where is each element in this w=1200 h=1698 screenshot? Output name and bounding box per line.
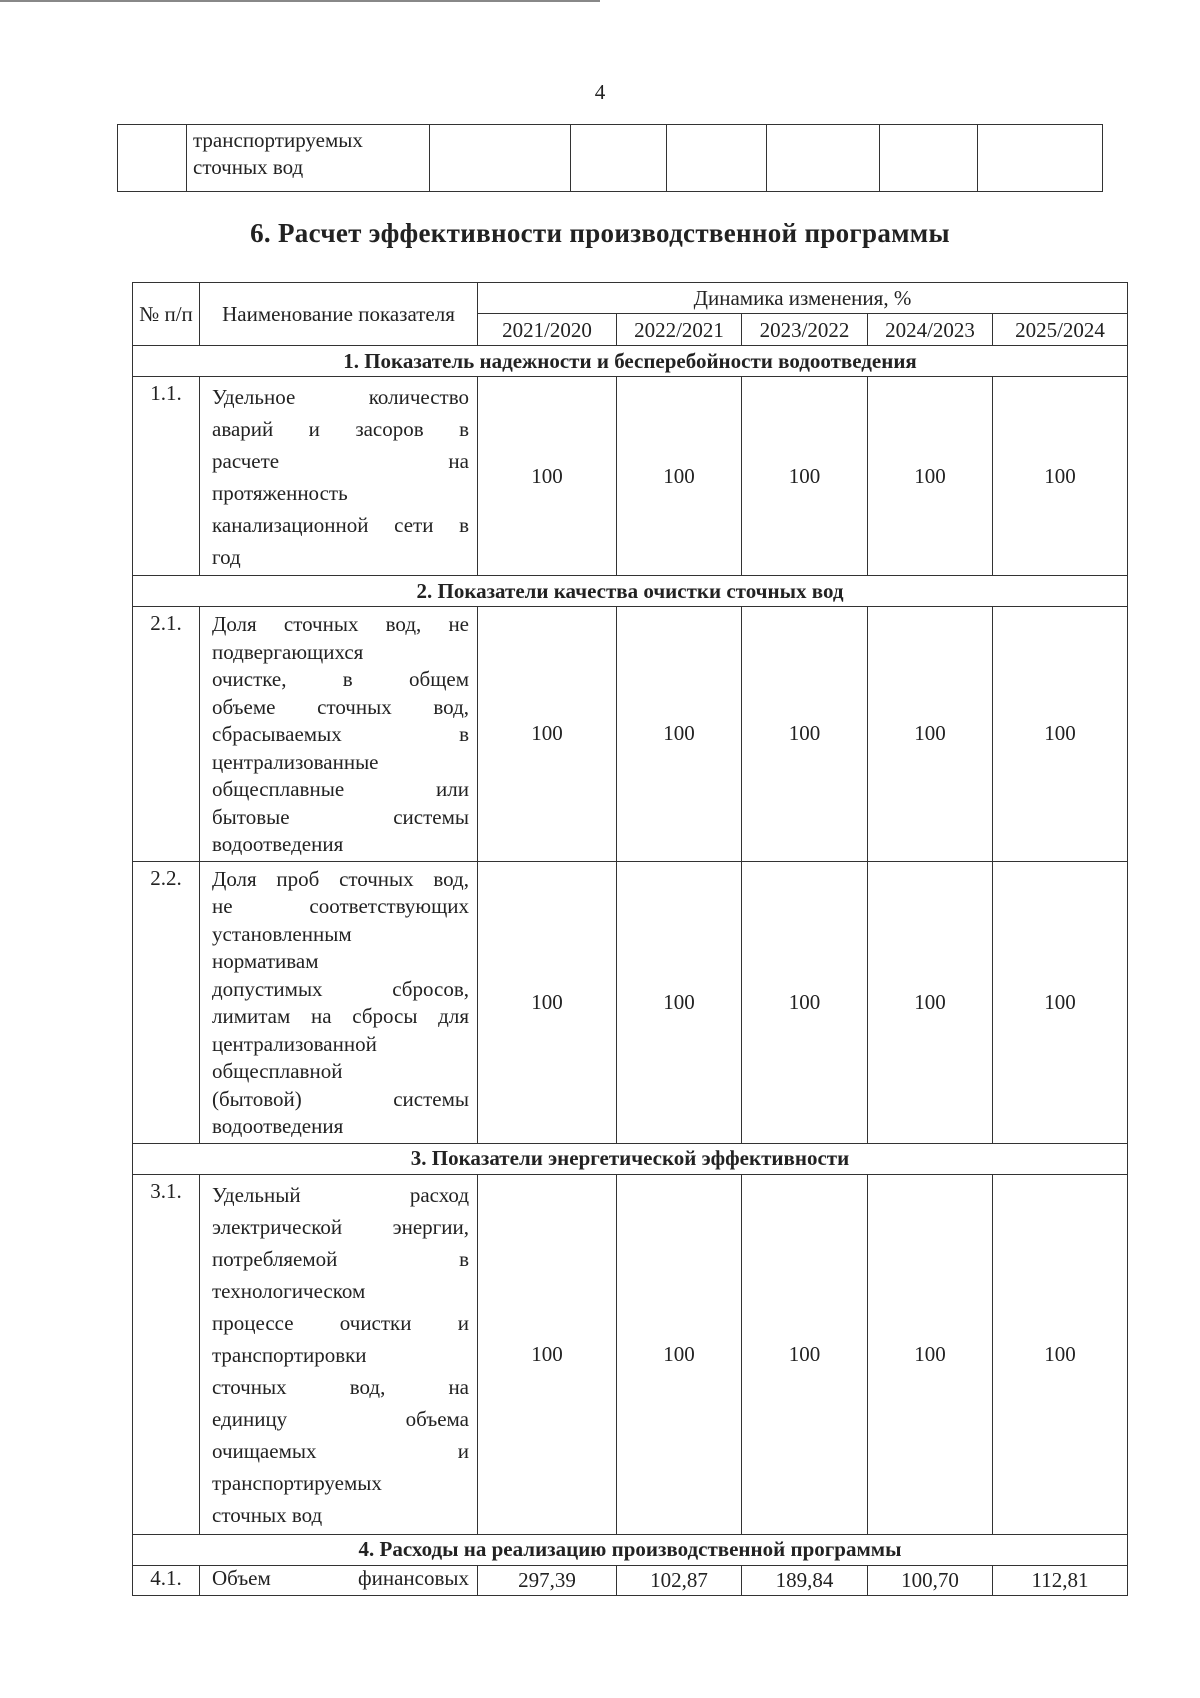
header-period: 2023/2022 [742,314,868,346]
group-title: 2. Показатели качества очистки сточных вод [133,576,1128,607]
row-number: 2.2. [133,861,200,1143]
row-name-line: год [212,545,241,569]
value-cell: 100 [617,861,742,1143]
table-cell [430,125,571,192]
value-cell: 100,70 [868,1565,993,1595]
row-name-line: Объем финансовых [212,1565,469,1590]
table-row [133,377,1128,576]
value-cell: 100 [868,861,993,1143]
header-name: Наименование показателя [200,283,478,346]
table-cell [571,125,667,192]
group-title: 3. Показатели энергетической эффективности [133,1143,1128,1174]
value-cell: 100 [478,377,617,576]
section-title: 6. Расчет эффективности производственной программы [250,218,950,248]
table-row [133,1174,1128,1534]
row-name-line: (бытовой) системы [212,1086,469,1111]
row-name-line: транспортируемых [212,1470,382,1495]
row-name-line: общесплавные или [212,777,469,801]
table-row [118,125,1103,192]
row-name-line: расчете на [212,449,469,473]
row-name-line: нормативам [212,949,319,973]
group-title: 4. Расходы на реализацию производственной программы [133,1534,1128,1565]
header-period: 2021/2020 [478,314,617,346]
group-row [133,1534,1128,1565]
row-number: 3.1. [133,1174,200,1534]
row-name-line: водоотведения [212,1114,344,1138]
row-name-line: протяженность [212,481,348,505]
row-name [200,607,478,862]
row-name-line: централизованной [212,1031,377,1056]
table-cell [118,125,187,192]
row-name-line: подвергающихся [212,639,364,664]
value-cell: 100 [993,377,1128,576]
cell-text-line: сточных вод [193,155,304,179]
row-name-line: Доля сточных вод, не [212,612,469,636]
value-cell: 100 [617,1174,742,1534]
row-name-line: бытовые системы [212,804,469,829]
row-name [200,1565,478,1595]
value-cell: 100 [617,377,742,576]
continued-table [117,124,1103,192]
group-row [133,346,1128,377]
row-name-line: процессе очистки и [212,1310,469,1335]
value-cell: 100 [868,377,993,576]
value-cell: 112,81 [993,1565,1128,1595]
value-cell: 100 [742,861,868,1143]
group-title: 1. Показатель надежности и бесперебойности водоотведения [133,346,1128,377]
row-name-line: Удельное количество [212,385,469,409]
value-cell: 100 [993,1174,1128,1534]
efficiency-table [132,282,1128,1596]
header-period: 2022/2021 [617,314,742,346]
header-row [133,283,1128,314]
row-name-line: сбрасываемых в [212,722,469,746]
value-cell: 100 [868,1174,993,1534]
value-cell: 100 [742,1174,868,1534]
header-period: 2024/2023 [868,314,993,346]
row-name-line: объеме сточных вод, [212,694,469,719]
row-name-line: очистке, в общем [212,667,469,691]
value-cell: 189,84 [742,1565,868,1595]
table-row [133,1565,1128,1595]
row-number: 2.1. [133,607,200,862]
value-cell: 100 [993,607,1128,862]
row-name [200,861,478,1143]
row-name-line: очищаемых и [212,1438,469,1463]
table-cell [767,125,880,192]
row-name-line: водоотведения [212,832,344,856]
row-name-line: сточных вод, на [212,1374,469,1399]
table-row [133,607,1128,862]
row-name-line: лимитам на сбросы для [212,1004,469,1028]
header-num: № п/п [133,283,200,346]
header-dynamics: Динамика изменения, % [478,283,1128,314]
value-cell: 297,39 [478,1565,617,1595]
row-name-line: централизованные [212,749,379,774]
row-name-line: электрической энергии, [212,1214,469,1239]
group-row [133,1143,1128,1174]
table-row [133,861,1128,1143]
row-name [200,377,478,576]
cell-text-line: транспортируемых [193,128,363,152]
row-name-line: общесплавной [212,1059,343,1083]
value-cell: 100 [868,607,993,862]
table-cell [978,125,1103,192]
row-name-line: допустимых сбросов, [212,976,469,1001]
page-edge-line [0,0,600,2]
row-name-line: Доля проб сточных вод, [212,866,469,891]
row-name-line: единицу объема [212,1406,469,1431]
value-cell: 100 [993,861,1128,1143]
row-name [200,1174,478,1534]
row-name-line: потребляемой в [212,1246,469,1271]
row-name-line: транспортировки [212,1342,367,1367]
value-cell: 100 [478,861,617,1143]
row-name-line: не соответствующих [212,894,469,918]
row-name-line: установленным [212,921,352,946]
table-cell [880,125,978,192]
row-number: 1.1. [133,377,200,576]
row-name-line: канализационной сети в [212,513,469,537]
table-cell [667,125,767,192]
header-period: 2025/2024 [993,314,1128,346]
value-cell: 100 [478,1174,617,1534]
row-number: 4.1. [133,1565,200,1595]
group-row [133,576,1128,607]
table-cell-name [187,125,430,192]
row-name-line: Удельный расход [212,1182,469,1207]
page-number: 4 [594,80,606,104]
value-cell: 102,87 [617,1565,742,1595]
row-name-line: технологическом [212,1278,366,1303]
value-cell: 100 [742,377,868,576]
row-name-line: аварий и засоров в [212,417,469,441]
value-cell: 100 [478,607,617,862]
value-cell: 100 [742,607,868,862]
value-cell: 100 [617,607,742,862]
row-name-line: сточных вод [212,1502,323,1527]
